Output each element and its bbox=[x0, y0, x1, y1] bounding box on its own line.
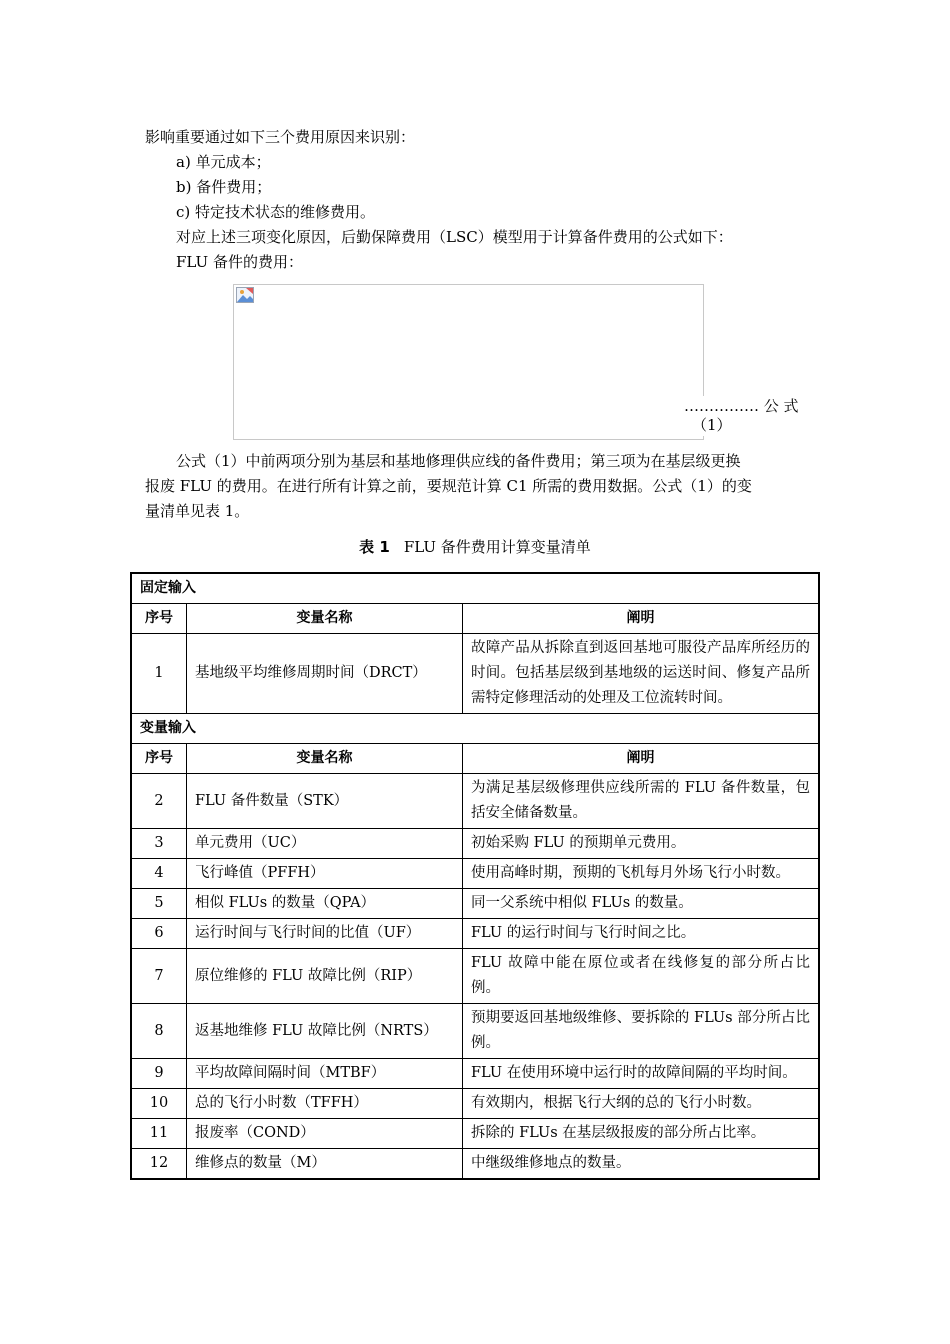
list-item-b: b) 备件费用； bbox=[176, 178, 272, 196]
formula-label bbox=[684, 396, 824, 436]
table-caption-label: 表 1 bbox=[359, 538, 390, 556]
row-num: 7 bbox=[131, 949, 187, 1004]
table-caption-title: FLU 备件费用计算变量清单 bbox=[403, 538, 591, 556]
section-label-fixed: 固定输入 bbox=[131, 573, 819, 604]
table-row bbox=[131, 829, 819, 859]
table-row bbox=[131, 1149, 819, 1180]
header-desc: 阐明 bbox=[463, 744, 820, 774]
row-name: 原位维修的 FLU 故障比例（RIP） bbox=[187, 949, 463, 1004]
row-num: 8 bbox=[131, 1004, 187, 1059]
header-name: 变量名称 bbox=[187, 744, 463, 774]
row-name: 运行时间与飞行时间的比值（UF） bbox=[187, 919, 463, 949]
row-name: 飞行峰值（PFFH） bbox=[187, 859, 463, 889]
row-desc: FLU 在使用环境中运行时的故障间隔的平均时间。 bbox=[463, 1059, 820, 1089]
row-name: 平均故障间隔时间（MTBF） bbox=[187, 1059, 463, 1089]
row-desc: 同一父系统中相似 FLUs 的数量。 bbox=[463, 889, 820, 919]
header-row bbox=[131, 604, 819, 634]
header-desc: 阐明 bbox=[463, 604, 820, 634]
row-name: 返基地维修 FLU 故障比例（NRTS） bbox=[187, 1004, 463, 1059]
row-desc: 初始采购 FLU 的预期单元费用。 bbox=[463, 829, 820, 859]
list-item-a: a) 单元成本； bbox=[176, 153, 271, 171]
header-num: 序号 bbox=[131, 604, 187, 634]
row-desc: 使用高峰时期，预期的飞机每月外场飞行小时数。 bbox=[463, 859, 820, 889]
row-num: 5 bbox=[131, 889, 187, 919]
intro-line-3: FLU 备件的费用： bbox=[176, 253, 303, 271]
row-num: 9 bbox=[131, 1059, 187, 1089]
row-desc: FLU 的运行时间与飞行时间之比。 bbox=[463, 919, 820, 949]
table-caption bbox=[0, 537, 950, 557]
row-desc: 故障产品从拆除直到返回基地可服役产品库所经历的时间。包括基层级到基地级的运送时间、修复产品所需特定修理活动的处理及工位流转时间。 bbox=[463, 634, 820, 714]
table-row bbox=[131, 774, 819, 829]
formula-label-text: …………… 公 式 bbox=[684, 397, 799, 415]
row-name: 报废率（COND） bbox=[187, 1119, 463, 1149]
table-row bbox=[131, 889, 819, 919]
table-row bbox=[131, 1089, 819, 1119]
table-row bbox=[131, 859, 819, 889]
intro-line-2: 对应上述三项变化原因，后勤保障费用（LSC）模型用于计算备件费用的公式如下： bbox=[176, 228, 733, 246]
row-num: 12 bbox=[131, 1149, 187, 1180]
row-desc: 拆除的 FLUs 在基层级报废的部分所占比率。 bbox=[463, 1119, 820, 1149]
table-row bbox=[131, 1004, 819, 1059]
table-row bbox=[131, 634, 819, 714]
row-num: 10 bbox=[131, 1089, 187, 1119]
formula-image-placeholder bbox=[233, 284, 704, 440]
row-name: 单元费用（UC） bbox=[187, 829, 463, 859]
explain-line-1: 公式（1）中前两项分别为基层和基地修理供应线的备件费用；第三项为在基层级更换 bbox=[176, 452, 741, 470]
intro-line-1: 影响重要通过如下三个费用原因来识别： bbox=[145, 128, 416, 146]
row-desc: 预期要返回基地级维修、要拆除的 FLUs 部分所占比例。 bbox=[463, 1004, 820, 1059]
broken-image-icon bbox=[236, 287, 254, 303]
explain-line-2: 报废 FLU 的费用。在进行所有计算之前，要规范计算 C1 所需的费用数据。公式（1）的变 bbox=[145, 477, 752, 495]
row-name: 相似 FLUs 的数量（QPA） bbox=[187, 889, 463, 919]
row-name: 基地级平均维修周期时间（DRCT） bbox=[187, 634, 463, 714]
row-desc: 为满足基层级修理供应线所需的 FLU 备件数量，包括安全储备数量。 bbox=[463, 774, 820, 829]
explain-line-3: 量清单见表 1。 bbox=[145, 502, 250, 520]
header-num: 序号 bbox=[131, 744, 187, 774]
table-row bbox=[131, 919, 819, 949]
row-num: 2 bbox=[131, 774, 187, 829]
row-name: FLU 备件数量（STK） bbox=[187, 774, 463, 829]
table-row bbox=[131, 1059, 819, 1089]
row-num: 11 bbox=[131, 1119, 187, 1149]
row-num: 1 bbox=[131, 634, 187, 714]
header-row bbox=[131, 744, 819, 774]
row-desc: 中继级维修地点的数量。 bbox=[463, 1149, 820, 1180]
row-num: 3 bbox=[131, 829, 187, 859]
list-item-c: c) 特定技术状态的维修费用。 bbox=[176, 203, 376, 221]
table-row bbox=[131, 1119, 819, 1149]
formula-number: （1） bbox=[692, 416, 732, 434]
header-name: 变量名称 bbox=[187, 604, 463, 634]
variable-table bbox=[130, 572, 820, 1180]
section-label-variable: 变量输入 bbox=[131, 714, 819, 744]
row-num: 6 bbox=[131, 919, 187, 949]
table-row bbox=[131, 949, 819, 1004]
row-desc: 有效期内，根据飞行大纲的总的飞行小时数。 bbox=[463, 1089, 820, 1119]
section-row-fixed bbox=[131, 573, 819, 604]
row-name: 总的飞行小时数（TFFH） bbox=[187, 1089, 463, 1119]
row-num: 4 bbox=[131, 859, 187, 889]
section-row-variable bbox=[131, 714, 819, 744]
row-name: 维修点的数量（M） bbox=[187, 1149, 463, 1180]
row-desc: FLU 故障中能在原位或者在线修复的部分所占比例。 bbox=[463, 949, 820, 1004]
